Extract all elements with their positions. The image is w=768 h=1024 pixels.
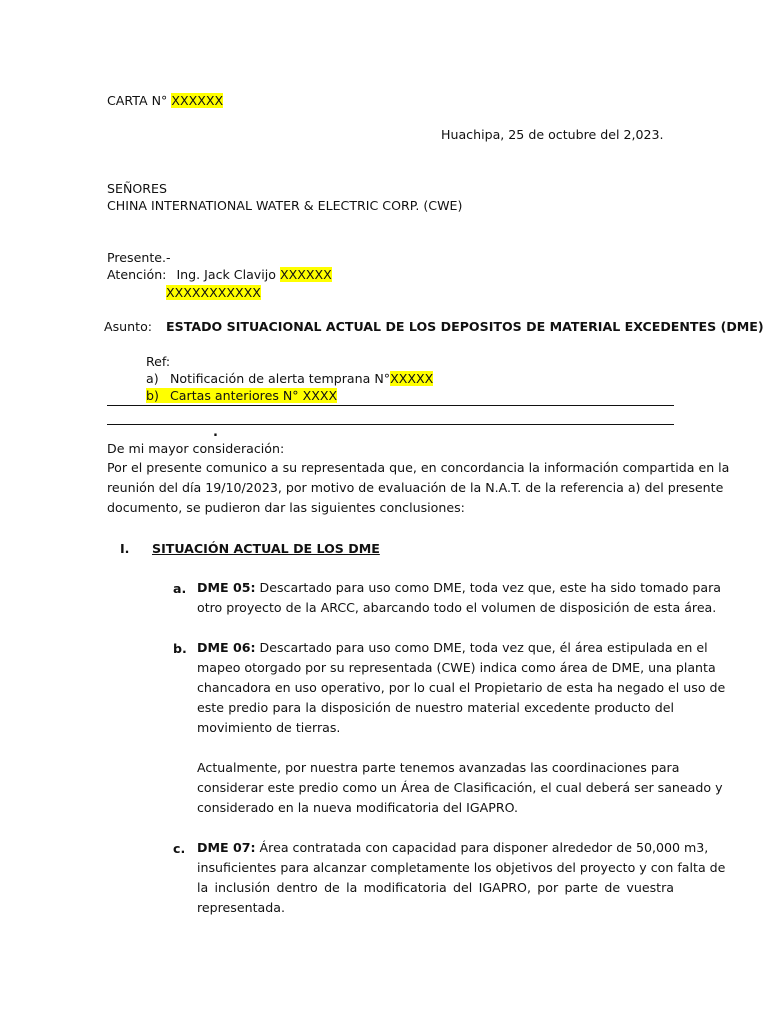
carta-number-placeholder: XXXXXX [171,93,224,108]
item-line: mapeo otorgado por su representada (CWE) indica como área de DME, una planta [197,660,716,675]
item-title: DME 07: [197,840,256,855]
intro-paragraph [107,458,730,518]
item-line: DME 06: Descartado para uso como DME, toda vez que, él área estipulada en el [197,640,708,655]
subject-label: Asunto: [104,319,153,334]
item-line: chancadora en uso operativo, por lo cual el Propietario de esta ha negado el uso de [197,680,726,695]
reference-marker: b) [146,388,159,403]
attention-label: Atención: [107,267,167,282]
greeting: De mi mayor consideración: [107,441,285,456]
attention-name-placeholder: XXXXXX [279,267,332,282]
item-title: DME 06: [197,640,256,655]
reference-text: Notificación de alerta temprana N° [170,371,391,386]
subject-line [104,318,764,335]
item-title: DME 05: [197,580,256,595]
intro-line: reunión del día 19/10/2023, por motivo de evaluación de la N.A.T. de la referencia a) del presente [107,480,724,495]
item-line: representada. [197,900,285,915]
item-marker: a. [173,581,187,596]
section-title: SITUACIÓN ACTUAL DE LOS DME [152,541,380,556]
attention-line [107,266,332,283]
carta-number [107,92,223,109]
subject-text: ESTADO SITUACIONAL ACTUAL DE LOS DEPOSITOS DE MATERIAL EXCEDENTES (DME) [166,319,764,334]
item-line: considerar este predio como un Área de Clasificación, el cual deberá ser saneado y [197,780,723,795]
horizontal-rule [107,424,674,425]
reference-text: Cartas anteriores N° XXXX [170,388,338,403]
references-label: Ref: [146,354,171,369]
item-line: Actualmente, por nuestra parte tenemos avanzadas las coordinaciones para [197,760,680,775]
recipient-salutation: SEÑORES [107,181,167,196]
reference-item [146,370,433,387]
item-line: movimiento de tierras. [197,720,341,735]
item-dme-05 [197,578,722,618]
stray-dot: . [213,425,218,440]
reference-placeholder: XXXXX [390,371,434,386]
recipient-company: CHINA INTERNATIONAL WATER & ELECTRIC CORP. (CWE) [107,198,463,213]
item-line: considerado en la nueva modificatoria del IGAPRO. [197,800,519,815]
item-line: DME 05: Descartado para uso como DME, toda vez que, este ha sido tomado para [197,580,722,595]
reference-item [146,387,337,404]
intro-line: documento, se pudieron dar las siguientes conclusiones: [107,500,465,515]
item-line: este predio para la disposición de nuestro material excedente producto del [197,700,674,715]
item-marker: b. [173,641,187,656]
item-dme-06 [197,638,726,738]
horizontal-rule [107,405,674,406]
item-marker: c. [173,841,186,856]
intro-line: Por el presente comunico a su representada que, en concordancia la información compartida en la [107,460,730,475]
item-line: otro proyecto de la ARCC, abarcando todo el volumen de disposición de esta área. [197,600,717,615]
item-line: DME 07: Área contratada con capacidad para disponer alrededor de 50,000 m3, [197,840,709,855]
item-dme-06-followup [197,758,723,818]
presente-line: Presente.- [107,250,171,265]
item-line: insuficientes para alcanzar completamente los objetivos del proyecto y con falta de [197,860,726,875]
attention-name: Ing. Jack Clavijo [176,267,276,282]
attention-position [166,284,261,301]
item-line: la inclusión dentro de la modificatoria del IGAPRO, por parte de vuestra [197,880,674,895]
place-date: Huachipa, 25 de octubre del 2,023. [441,127,664,142]
reference-marker: a) [146,371,159,386]
carta-label: CARTA N° [107,93,168,108]
section-numeral: I. [120,541,130,556]
reference-highlight [146,388,337,403]
item-dme-07 [197,838,726,918]
attention-position-placeholder: XXXXXXXXXXX [166,285,261,300]
